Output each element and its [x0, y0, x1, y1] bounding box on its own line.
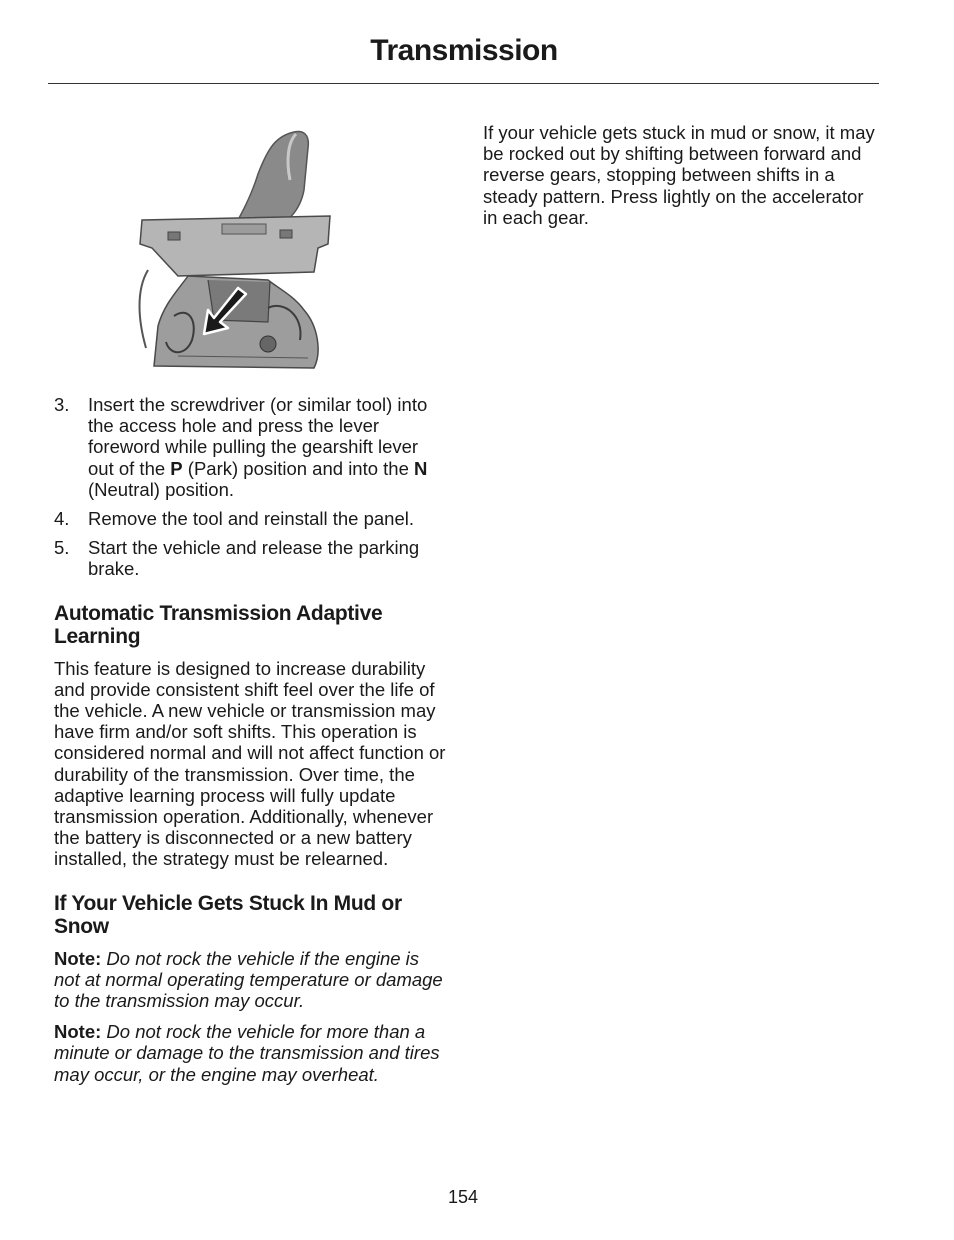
note-label: Note:: [54, 947, 102, 969]
note-text: Do not rock the vehicle if the engine is not at normal operating temperature or damage to the transmission may occur.: [54, 947, 443, 1012]
right-column: [483, 122, 883, 228]
step-list: [54, 394, 446, 580]
step-text: Start the vehicle and release the parking brake.: [88, 537, 420, 580]
stuck-in-mud-heading: If Your Vehicle Gets Stuck In Mud or Snow: [54, 891, 402, 938]
step-number: 4.: [54, 508, 70, 530]
step-item-5: [54, 537, 446, 579]
note-label: Note:: [54, 1021, 102, 1043]
park-letter: P: [170, 457, 183, 479]
illustration-svg: [118, 120, 348, 376]
step-number: 5.: [54, 537, 70, 559]
step-text: Remove the tool and reinstall the panel.: [88, 508, 415, 530]
rocking-instructions: If your vehicle gets stuck in mud or snow, it may be rocked out by shifting between forward and reverse gears, stopping between shifts in a steady pattern. Press lightly on the accelerator in each gear.: [483, 122, 875, 228]
note-rocking-duration: [54, 1021, 446, 1085]
neutral-letter: N: [414, 457, 428, 479]
step-number: 3.: [54, 394, 70, 415]
step-item-4: [54, 508, 446, 529]
page-title: Transmission: [370, 34, 558, 67]
adaptive-learning-heading: Automatic Transmission Adaptive Learning: [54, 601, 383, 648]
gearshift-access-hole-illustration: [118, 120, 348, 376]
left-column: [54, 120, 446, 1095]
note-text: Do not rock the vehicle for more than a minute or damage to the transmission and tires may occur, or the engine may overheat.: [54, 1021, 440, 1085]
note-engine-temperature: [54, 948, 446, 1012]
step-item-3: 3. Insert the screwdriver (or similar tool) into the access hole and press the lever foreword while pulling the gearshift lever out of the P (Park) position and into the N (Neutral) position.: [54, 394, 428, 500]
adaptive-learning-body: This feature is designed to increase durability and provide consistent shift feel over the life of the vehicle. A new vehicle or transmission may have firm and/or soft shifts. This operation is considered normal and will not affect function or durability of the transmission. Over time, the adaptive learning process will fully update transmission operation. Additionally, whenever the battery is disconnected or a new battery installed, the strategy must be relearned.: [54, 657, 446, 870]
page-number: 154: [447, 1187, 479, 1207]
header-rule: [48, 83, 879, 84]
